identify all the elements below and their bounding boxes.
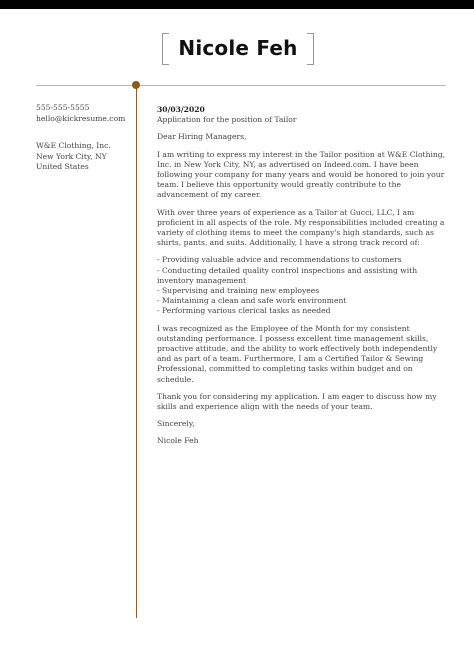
contact-sidebar [36,103,131,173]
divider-dot [132,81,140,89]
recipient-country: United States [36,162,89,171]
contact-phone: 555-555-5555 [36,103,90,112]
letter-paragraph-3: I was recognized as the Employee of the Month for my consistent outstanding performance. I possess excellent time management skills, proactive attitude, and the ability to work effectively both independently and as part of a team. Furthermore, I am a Certified Tailor & Sewing Professional, committed to completing tasks within budget and on schedule. [157,323,438,384]
contact-email: hello@kickresume.com [36,113,126,123]
letter-date: 30/03/2020 [157,105,205,114]
list-item: - Providing valuable advice and recommendations to customers [157,255,447,265]
list-item: - Maintaining a clean and safe work environment [157,296,447,306]
name-bracket-right [307,33,314,65]
letter-paragraph-2: With over three years of experience as a Tailor at Gucci, LLC, I am proficient in all aspects of the role. My responsibilities included creating a variety of clothing items to meet the company's high standards, such as shirts, pants, and suits. Additionally, I have a strong track record of: [157,207,445,248]
list-item: - Supervising and training new employees [157,286,447,296]
recipient-city: New York City, NY [36,151,107,161]
list-item: - Performing various clerical tasks as needed [157,306,447,316]
letter-salutation: Dear Hiring Managers, [157,132,247,142]
applicant-name: Nicole Feh [178,36,298,60]
letter-paragraph-4: Thank you for considering my application. I am eager to discuss how my skills and experience align with the needs of your team. [157,391,437,412]
recipient-company: W&E Clothing, Inc. [36,141,111,150]
name-header [162,33,314,65]
list-item: - Conducting detailed quality control inspections and assisting with inventory management [157,266,447,286]
letter-closing: Sincerely, [157,419,195,429]
achievement-list [157,255,447,316]
letter-signature: Nicole Feh [157,436,199,446]
letter-subject: Application for the position of Tailor [157,115,297,125]
letter-body [157,105,447,454]
vertical-divider [136,86,137,618]
horizontal-divider [36,85,446,86]
top-bar [0,0,474,9]
letter-paragraph-1: I am writing to express my interest in the Tailor position at W&E Clothing, Inc. in New York City, NY, as advertised on Indeed.com. I have been following your company for many years and would be honored to join your team. I believe this opportunity would greatly contribute to the advancement of my career. [157,149,446,200]
